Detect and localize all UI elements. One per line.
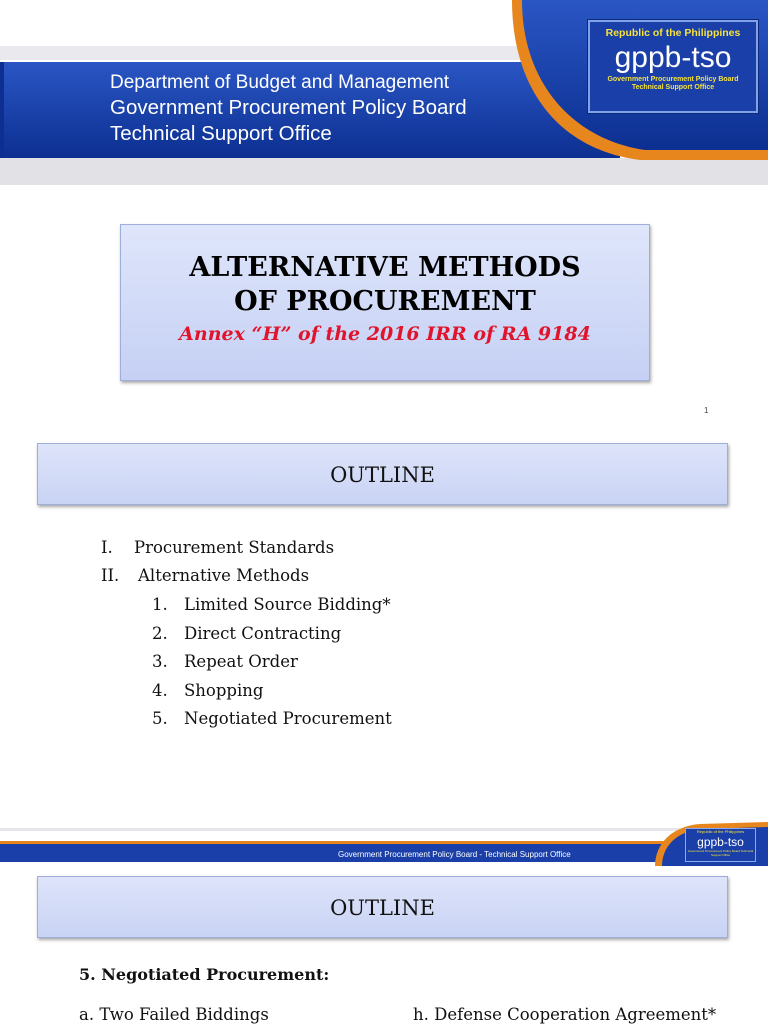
item-label: Alternative Methods [138,566,310,585]
title-subtitle: Annex “H” of the 2016 IRR of RA 9184 [179,323,591,345]
logo-sub2: Technical Support Office [631,84,715,91]
item-label: Shopping [184,681,264,700]
header-banner [0,0,768,185]
item-label: Negotiated Procurement [184,709,392,728]
mini-logo-country: Republic of the Philippines [696,829,745,834]
list-item [101,538,334,557]
footer-text: Government Procurement Policy Board - Technical Support Office [338,850,571,859]
office-name: Technical Support Office [110,121,332,145]
item-label: Repeat Order [184,652,298,671]
list-item [152,652,298,671]
item-label: Procurement Standards [134,538,335,557]
slide-footer [0,814,768,866]
list-item: h. Defense Cooperation Agreement* [413,1005,717,1024]
item-number: II. [101,566,120,585]
list-item: a. Two Failed Biddings [79,1005,269,1024]
item-label: Direct Contracting [184,624,342,643]
title-box [120,224,650,381]
item-number: 1. [152,595,168,614]
item-number: I. [101,538,113,557]
list-item [152,595,391,614]
gppb-mini-logo [685,828,756,862]
section-title: 5. Negotiated Procurement: [79,965,330,984]
logo-sub1: Government Procurement Policy Board [607,76,739,83]
item-number: 2. [152,624,168,643]
mini-logo-sub: Government Procurement Policy Board Technical Support Office [687,849,754,857]
list-item [152,624,341,643]
logo-mark: gppb-tso [614,41,732,74]
title-line-2: OF PROCUREMENT [234,286,536,317]
outline-heading: OUTLINE [37,443,728,505]
board-name: Government Procurement Policy Board [110,96,467,119]
logo-country: Republic of the Philippines [605,27,741,39]
page-number: 1 [704,406,709,415]
mini-logo-mark: gppb-tso [697,835,744,849]
department-name: Department of Budget and Management [110,72,450,93]
gppb-logo [588,20,758,113]
item-label: Limited Source Bidding* [184,595,391,614]
item-number: 4. [152,681,168,700]
outline-heading-2: OUTLINE [37,876,728,938]
organization-name [110,73,467,149]
title-line-1: ALTERNATIVE METHODS [189,252,581,283]
list-item [152,709,392,728]
item-number: 3. [152,652,168,671]
item-number: 5. [152,709,168,728]
list-item [152,681,263,700]
list-item [101,566,309,585]
